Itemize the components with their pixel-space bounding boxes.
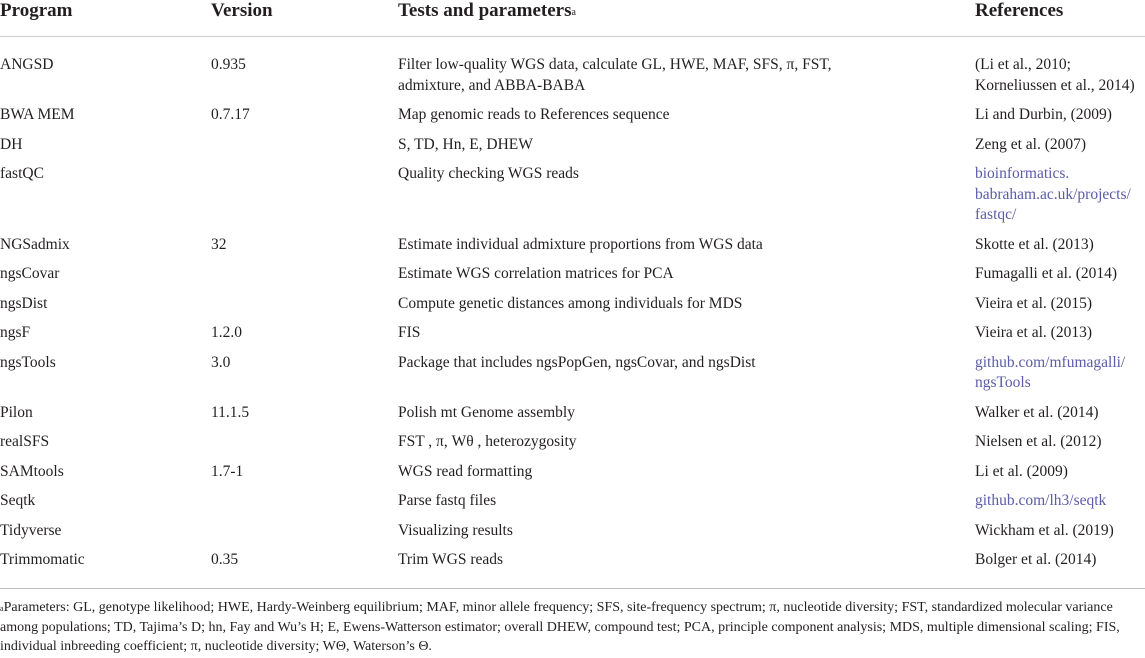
header-program: Program bbox=[0, 0, 211, 37]
table-row bbox=[0, 285, 1145, 315]
cell-version bbox=[211, 423, 398, 453]
cell-reference bbox=[975, 394, 1145, 424]
table-row bbox=[0, 423, 1145, 453]
cell-program: SAMtools bbox=[0, 462, 64, 480]
cell-program: realSFS bbox=[0, 433, 50, 450]
reference-line: Korneliussen et al., 2014) bbox=[975, 76, 1135, 94]
cell-tests bbox=[398, 226, 975, 256]
header-references: References bbox=[975, 0, 1145, 37]
reference-line: Vieira et al. (2013) bbox=[975, 324, 1092, 341]
cell-version: 3.0 bbox=[211, 353, 231, 371]
cell-reference bbox=[975, 512, 1145, 542]
tests-line: admixture, and ABBA-BABA bbox=[398, 76, 586, 94]
tests-line: Package that includes ngsPopGen, ngsCovar, and ngsDist bbox=[398, 353, 756, 371]
cell-program: Tidyverse bbox=[0, 521, 62, 539]
table-body bbox=[0, 37, 1145, 571]
table-row bbox=[0, 96, 1145, 126]
reference-line: Vieira et al. (2015) bbox=[975, 294, 1092, 312]
cell-version bbox=[211, 482, 398, 512]
cell-tests bbox=[398, 512, 975, 542]
table-row bbox=[0, 255, 1145, 285]
cell-reference-link[interactable] bbox=[975, 482, 1145, 512]
cell-reference bbox=[975, 453, 1145, 483]
table-row bbox=[0, 126, 1145, 156]
cell-tests bbox=[398, 155, 975, 226]
cell-reference bbox=[975, 226, 1145, 256]
cell-reference bbox=[975, 423, 1145, 453]
cell-tests bbox=[398, 394, 975, 424]
reference-line[interactable]: ngsTools bbox=[975, 374, 1031, 391]
tests-line: Quality checking WGS reads bbox=[398, 165, 579, 182]
reference-line: Li and Durbin, (2009) bbox=[975, 106, 1112, 123]
tests-line: Compute genetic distances among individuals for MDS bbox=[398, 294, 743, 312]
table-row bbox=[0, 541, 1145, 571]
cell-reference bbox=[975, 541, 1145, 571]
tests-line: FIS bbox=[398, 324, 421, 341]
header-row bbox=[0, 0, 1145, 37]
cell-reference bbox=[975, 96, 1145, 126]
cell-program: ANGSD bbox=[0, 56, 54, 73]
table-row bbox=[0, 314, 1145, 344]
cell-version: 0.935 bbox=[211, 56, 246, 73]
reference-line[interactable]: fastqc/ bbox=[975, 206, 1017, 223]
cell-reference bbox=[975, 37, 1145, 97]
header-version: Version bbox=[211, 0, 398, 37]
cell-reference bbox=[975, 314, 1145, 344]
tests-line: Map genomic reads to References sequence bbox=[398, 106, 670, 123]
tests-line: Filter low-quality WGS data, calculate GL, HWE, MAF, SFS, π, FST, bbox=[398, 56, 832, 73]
tests-line: WGS read formatting bbox=[398, 462, 533, 480]
cell-program: ngsCovar bbox=[0, 265, 60, 282]
cell-version bbox=[211, 126, 398, 156]
reference-line: Walker et al. (2014) bbox=[975, 403, 1099, 421]
header-tests-label: Tests and parameters bbox=[398, 0, 572, 21]
table-bottom-rule bbox=[0, 588, 1145, 589]
reference-line[interactable]: babraham.ac.uk/projects/ bbox=[975, 185, 1131, 203]
tests-line: S, TD, Hn, E, DHEW bbox=[398, 135, 533, 153]
reference-line: Wickham et al. (2019) bbox=[975, 521, 1114, 539]
cell-version: 0.7.17 bbox=[211, 106, 250, 123]
cell-program: ngsF bbox=[0, 324, 31, 341]
table-row bbox=[0, 453, 1145, 483]
footnote-text: Parameters: GL, genotype likelihood; HWE, Hardy-Weinberg equilibrium; MAF, minor allele frequency; SFS, site-frequency spectrum; π, nucleotide diversity; FST, standardized molecular variance among populations; TD, Tajima’s D; hn, Fay and Wu’s H; E, Ewens-Watterson estimator; overall DHEW, compound test; PCA, principle component analysis; MDS, multiple dimensional scaling; FIS, individual inbreeding coefficient; π, nucleotide diversity; WΘ, Waterson’s Θ. bbox=[0, 600, 1120, 654]
cell-program: Pilon bbox=[0, 403, 33, 421]
reference-line: Li et al. (2009) bbox=[975, 462, 1068, 480]
cell-version: 1.7-1 bbox=[211, 462, 244, 480]
reference-line: Nielsen et al. (2012) bbox=[975, 433, 1102, 450]
reference-line: Zeng et al. (2007) bbox=[975, 135, 1087, 153]
cell-tests bbox=[398, 96, 975, 126]
cell-tests bbox=[398, 482, 975, 512]
tests-line: Visualizing results bbox=[398, 521, 513, 539]
tests-line: FST , π, Wθ , heterozygosity bbox=[398, 433, 577, 450]
tests-line: Parse fastq files bbox=[398, 492, 497, 509]
tests-line: Polish mt Genome assembly bbox=[398, 403, 575, 421]
cell-tests bbox=[398, 344, 975, 394]
table-row bbox=[0, 394, 1145, 424]
cell-reference bbox=[975, 255, 1145, 285]
table-row bbox=[0, 344, 1145, 394]
cell-program: ngsTools bbox=[0, 353, 56, 371]
cell-tests bbox=[398, 541, 975, 571]
cell-program: Trimmomatic bbox=[0, 551, 85, 568]
tests-line: Estimate WGS correlation matrices for PCA bbox=[398, 265, 674, 282]
cell-version: 32 bbox=[211, 235, 227, 253]
cell-program: ngsDist bbox=[0, 294, 48, 312]
cell-tests bbox=[398, 453, 975, 483]
cell-version: 0.35 bbox=[211, 551, 239, 568]
reference-line[interactable]: bioinformatics. bbox=[975, 165, 1070, 182]
reference-line[interactable]: github.com/mfumagalli/ bbox=[975, 353, 1126, 371]
cell-reference bbox=[975, 126, 1145, 156]
footnote-marker: a bbox=[0, 604, 4, 613]
table-row bbox=[0, 226, 1145, 256]
cell-reference-link[interactable] bbox=[975, 344, 1145, 394]
cell-reference-link[interactable] bbox=[975, 155, 1145, 226]
cell-version bbox=[211, 512, 398, 542]
cell-reference bbox=[975, 285, 1145, 315]
cell-tests bbox=[398, 423, 975, 453]
cell-tests bbox=[398, 314, 975, 344]
cell-program: BWA MEM bbox=[0, 106, 75, 123]
cell-version bbox=[211, 255, 398, 285]
cell-program: NGSadmix bbox=[0, 235, 70, 253]
cell-version bbox=[211, 285, 398, 315]
table-header bbox=[0, 0, 1145, 37]
cell-program: DH bbox=[0, 135, 23, 153]
reference-line: (Li et al., 2010; bbox=[975, 56, 1071, 73]
table-row bbox=[0, 37, 1145, 97]
table-row bbox=[0, 512, 1145, 542]
header-tests bbox=[398, 0, 975, 37]
cell-tests bbox=[398, 285, 975, 315]
reference-line[interactable]: github.com/lh3/seqtk bbox=[975, 492, 1107, 509]
cell-version: 1.2.0 bbox=[211, 324, 242, 341]
tests-line: Trim WGS reads bbox=[398, 551, 504, 568]
cell-program: fastQC bbox=[0, 165, 44, 182]
reference-line: Fumagalli et al. (2014) bbox=[975, 265, 1118, 282]
reference-line: Skotte et al. (2013) bbox=[975, 235, 1094, 253]
table-row bbox=[0, 482, 1145, 512]
cell-version bbox=[211, 155, 398, 226]
header-tests-footnote-marker: a bbox=[571, 7, 576, 18]
table-footnote bbox=[0, 598, 1145, 657]
table-row bbox=[0, 155, 1145, 226]
cell-tests bbox=[398, 255, 975, 285]
tests-line: Estimate individual admixture proportions from WGS data bbox=[398, 235, 763, 253]
cell-program: Seqtk bbox=[0, 492, 36, 509]
cell-tests bbox=[398, 37, 975, 97]
cell-version: 11.1.5 bbox=[211, 403, 250, 421]
reference-line: Bolger et al. (2014) bbox=[975, 551, 1097, 568]
cell-tests bbox=[398, 126, 975, 156]
